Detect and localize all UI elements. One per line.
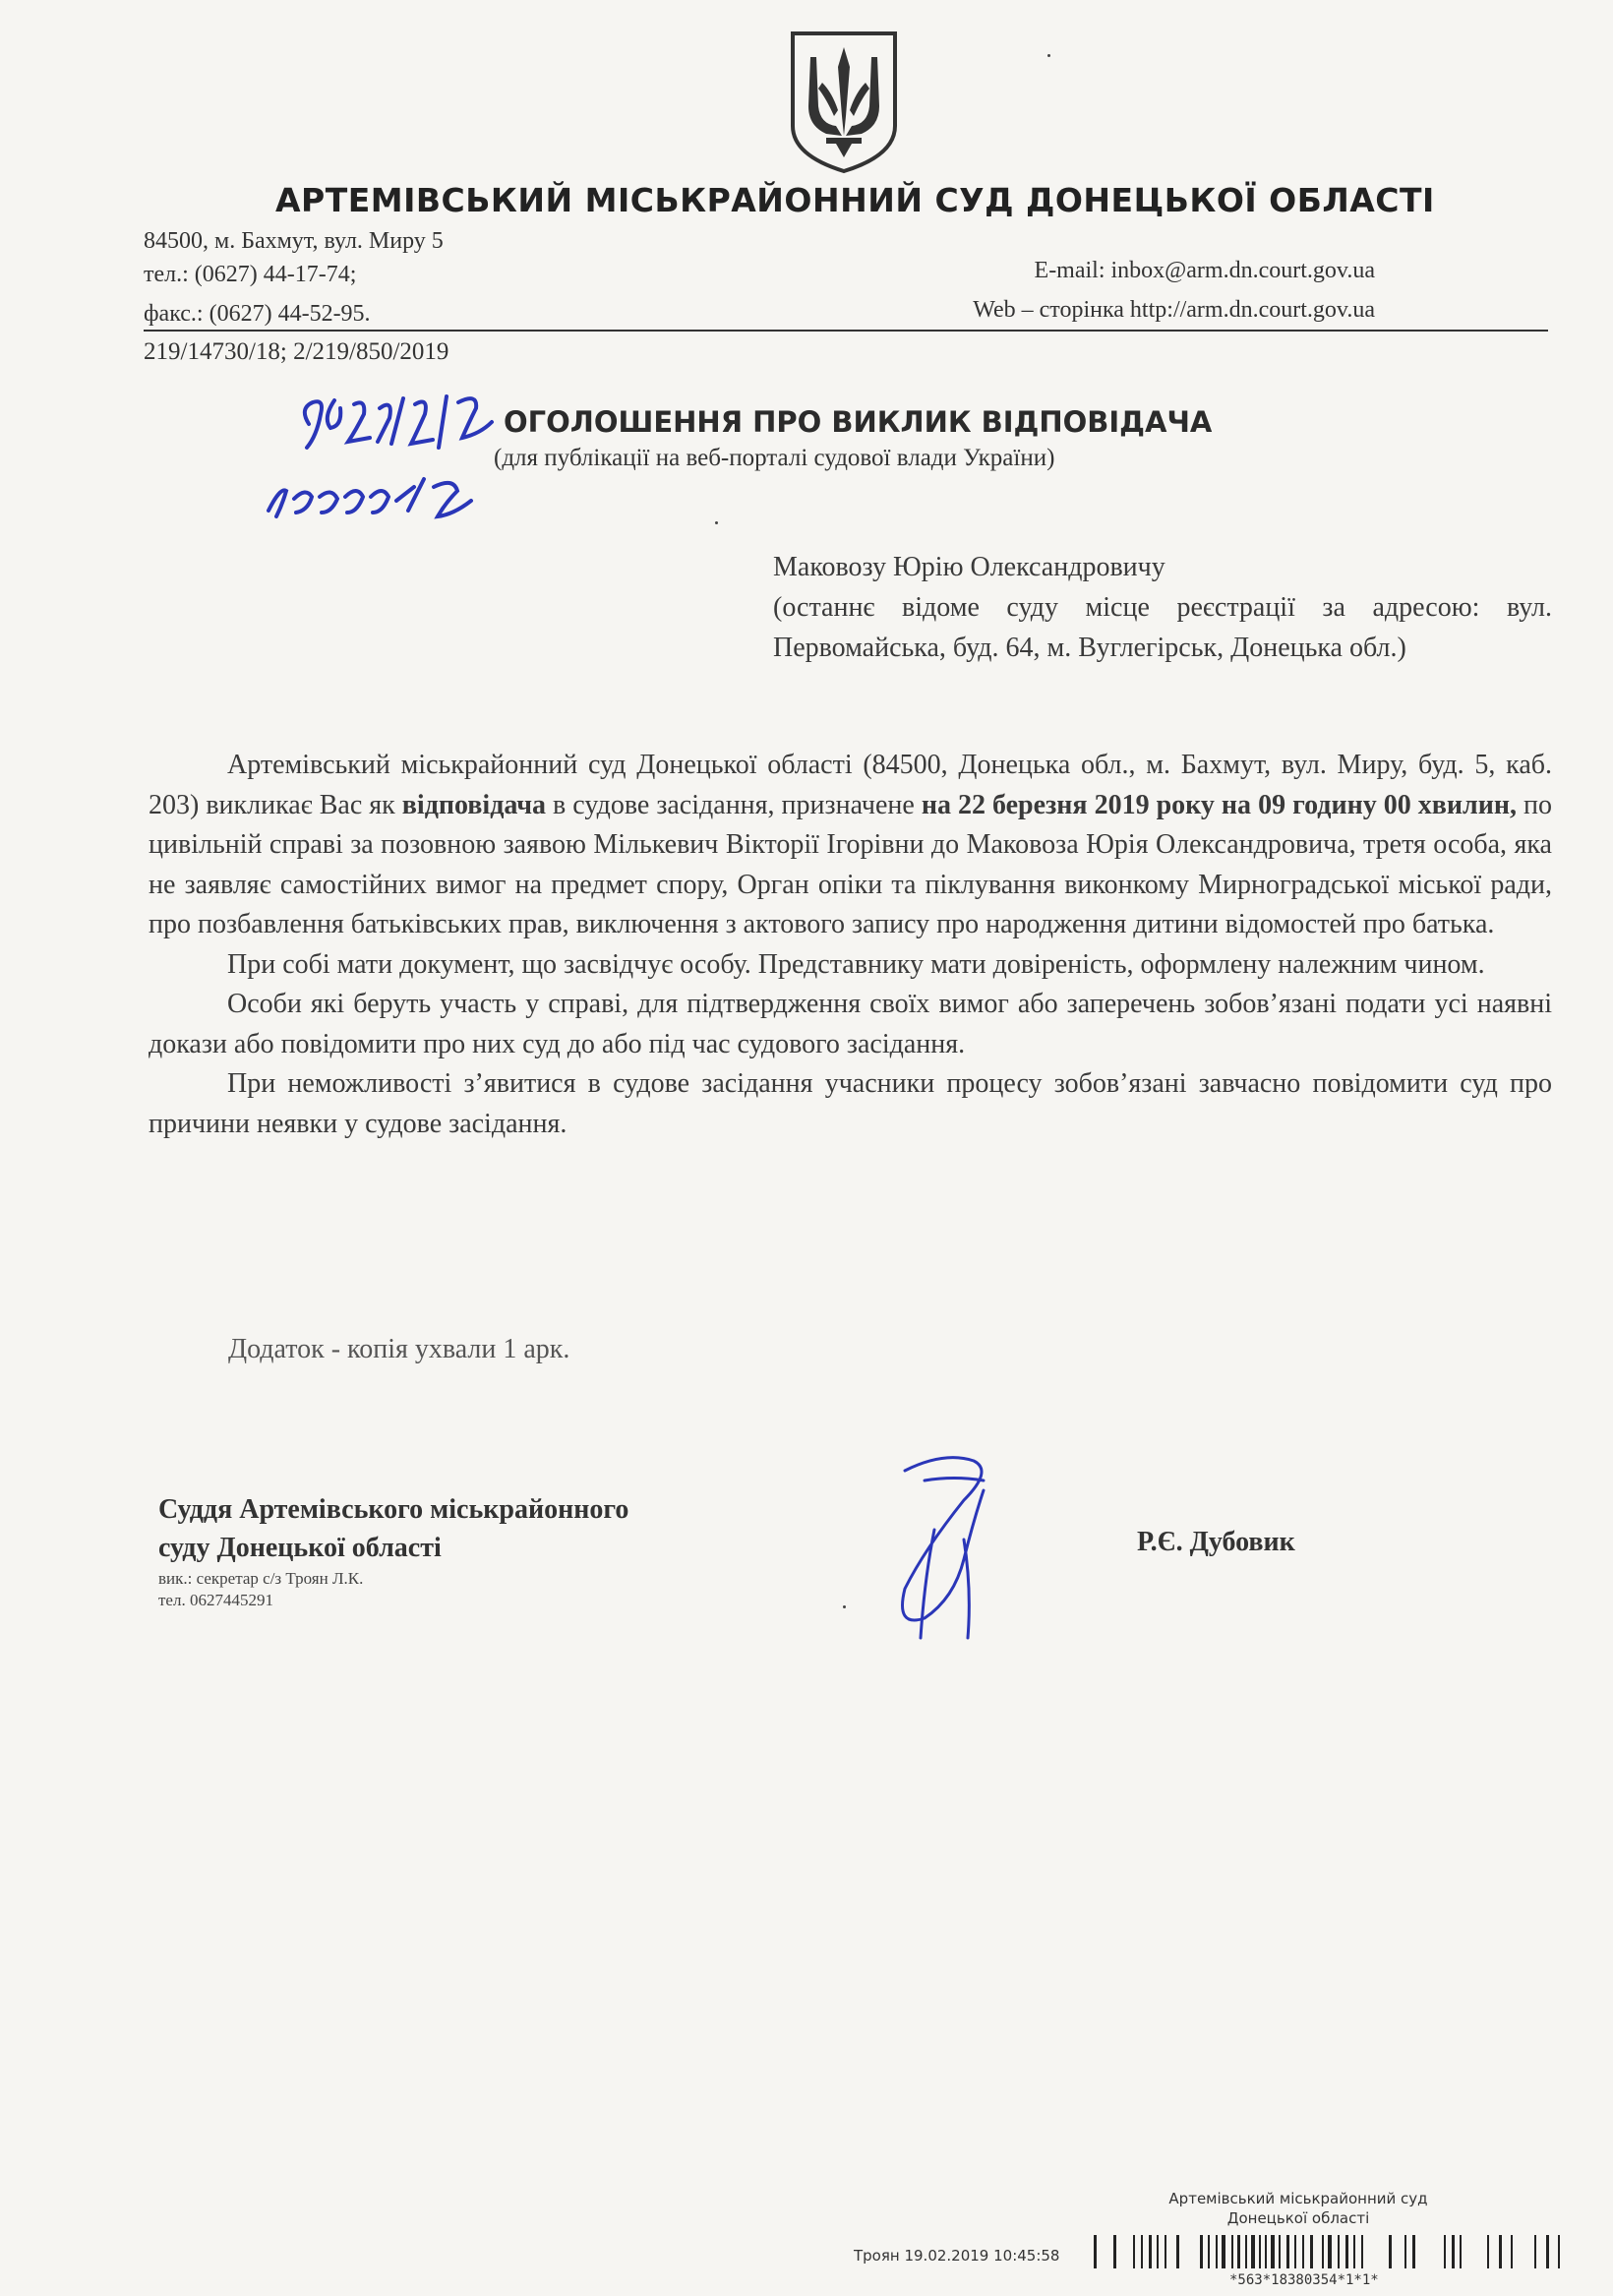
trident-coat-of-arms-icon [787,28,901,175]
court-phone: тел.: (0627) 44-17-74; [144,262,357,287]
body-paragraph-4: При неможливості з’явитися в судове засідання учасники процесу зобов’язані завчасно повідомити суд про причини неявки у судове засідання. [149,1068,1552,1139]
ink-speck [1047,54,1050,57]
executor-name: вик.: секретар с/з Троян Л.К. [158,1569,364,1588]
appendix-note: Додаток - копія ухвали 1 арк. [228,1334,570,1364]
court-website: Web – сторінка http://arm.dn.court.gov.ua [973,297,1375,323]
registration-court-line-1: Артемівський міськрайонний суд [1168,2190,1428,2207]
barcode-icon [1094,2233,1576,2272]
header-divider [144,330,1548,332]
addressee-block [773,547,1552,668]
judge-title [158,1490,628,1567]
body-text: в судове засідання, призначене [546,789,922,820]
executor-info [158,1568,363,1611]
body-paragraph-2: При собі мати документ, що засвідчує особу. Представнику мати довіреність, оформлену належним чином. [227,948,1485,980]
barcode-number: *563*18380354*1*1* [1229,2272,1379,2288]
announcement-subtitle: (для публікації на веб-порталі судової влади України) [494,445,1055,471]
judge-title-line-1: Суддя Артемівського міськрайонного [158,1494,629,1525]
court-name: АРТЕМІВСЬКИЙ МІСЬКРАЙОННИЙ СУД ДОНЕЦЬКОЇ ОБЛАСТІ [275,181,1435,219]
body-text: Артемівський міськрайонний суд Донецької області (84500, Донецька обл., м. Бахмут, вул. Миру, буд. 5, каб. 203) викликає Вас як [149,750,1552,820]
addressee-name: Маковозу Юрію Олександровичу [773,552,1165,582]
ink-speck [715,521,718,524]
hearing-datetime: на 22 березня 2019 року на 09 годину 00 хвилин, [921,789,1517,820]
body-paragraph-1 [149,746,1552,945]
executor-phone: тел. 0627445291 [158,1591,273,1609]
case-numbers: 219/14730/18; 2/219/850/2019 [144,338,449,365]
addressee-address: (останнє відоме суду місце реєстрації за адресою: вул. Первомайська, буд. 64, м. Вуглегірськ, Донецька обл.) [773,592,1552,663]
handwritten-registration-note [295,379,502,457]
role-emphasis: відповідача [401,789,547,820]
handwritten-date-note [261,457,487,526]
registration-court [1121,2189,1475,2228]
court-address: 84500, м. Бахмут, вул. Миру 5 [144,228,444,254]
announcement-body [149,746,1552,1144]
body-paragraph-3: Особи які беруть участь у справі, для підтвердження своїх вимог або заперечень зобов’язані подати усі наявні докази або повідомити про них суд до або під час судового засідання. [149,989,1552,1059]
judge-title-line-2: суду Донецької області [158,1533,442,1563]
handwritten-signature-icon [866,1441,1013,1667]
body-text: по цивільній справі за позовною заявою Мількевич Вікторії Ігорівни до Маковоза Юрія Олександровича, третя особа, яка не заявляє самостійних вимог на предмет спору, Орган опіки та піклування виконкому Мирноградської міської ради, про позбавлення батьківських прав, виключення з актового запису про народження дитини відомостей про батька. [149,789,1552,939]
announcement-title: ОГОЛОШЕННЯ ПРО ВИКЛИК ВІДПОВІДАЧА [504,405,1213,439]
court-email: E-mail: inbox@arm.dn.court.gov.ua [1034,258,1375,283]
registration-court-line-2: Донецької області [1226,2209,1370,2227]
ink-speck [843,1605,846,1608]
court-fax: факс.: (0627) 44-52-95. [144,301,371,327]
registration-timestamp: Троян 19.02.2019 10:45:58 [854,2247,1060,2265]
judge-name: Р.Є. Дубовик [1137,1527,1295,1557]
